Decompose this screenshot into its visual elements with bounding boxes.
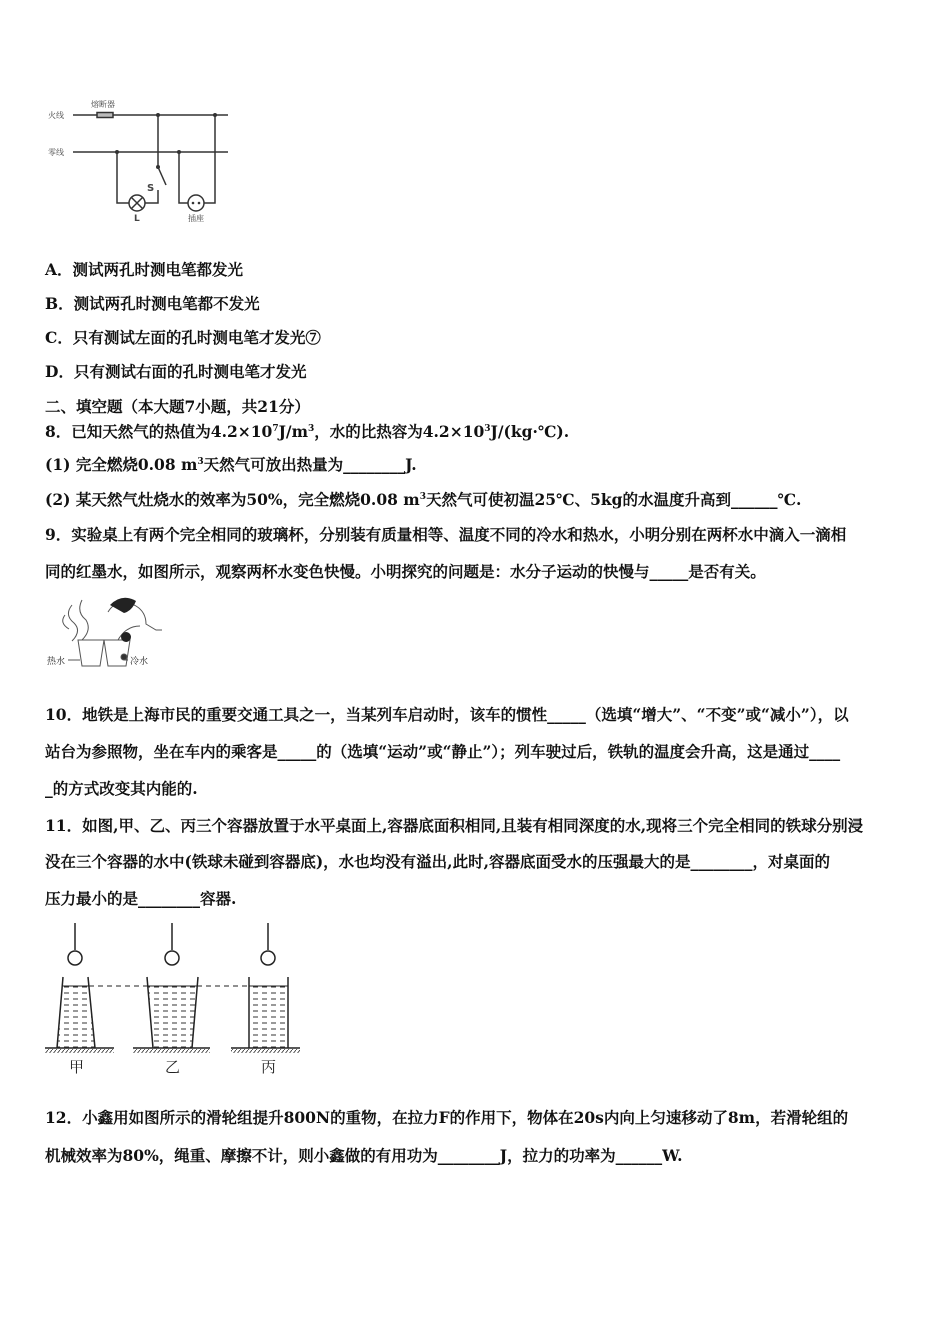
lamp-label: L [134, 214, 140, 224]
fuse-label: 熔断器 [91, 100, 115, 109]
q12-line2: 机械效率为80%，绳重、摩擦不计，则小鑫做的有用功为________J，拉力的功率为______W. [45, 1146, 683, 1165]
socket-label: 插座 [188, 214, 204, 223]
switch-label: S [147, 183, 155, 194]
option-d: D．只有测试右面的孔时测电笔才发光 [45, 362, 307, 381]
cold-water-label: 冷水 [130, 657, 149, 667]
q11-line1: 11．如图,甲、乙、丙三个容器放置于水平桌面上,容器底面积相同,且装有相同深度的水,现将三个完全相同的铁球分别浸 [45, 816, 864, 835]
q9-line1: 9．实验桌上有两个完全相同的玻璃杯，分别装有质量相等、温度不同的冷水和热水，小明分别在两杯水中滴入一滴相 [45, 525, 847, 544]
q12-line1: 12．小鑫用如图所示的滑轮组提升800N的重物，在拉力F的作用下，物体在20s内向上匀速移动了8m，若滑轮组的 [45, 1108, 849, 1127]
option-a: A．测试两孔时测电笔都发光 [45, 260, 244, 279]
live-wire-label: 火线 [48, 111, 64, 120]
q10-line2: 站台为参照物，坐在车内的乘客是_____的（选填“运动”或“静止”）；列车驶过后，铁轨的温度会升高，这是通过____ [45, 742, 841, 761]
q8-stem: 8．已知天然气的热值为$4.2\times 10^7J/m^3$，水的比热容为$4.2\times 10^3J/(kg\cdot℃)$. [45, 422, 570, 441]
containers-figure [0, 0, 320, 1090]
q8-part1: (1) 完全燃烧0.08 $m^3$天然气可放出热量为________J. [45, 455, 417, 474]
section-heading: 二、填空题（本大题7小题，共21分） [45, 397, 310, 416]
q8-part2: (2) 某天然气灶烧水的效率为50%，完全燃烧0.08 $m^3$天然气可使初温25℃、5kg的水温度升高到______℃. [45, 490, 802, 509]
container-b-label: 乙 [165, 1058, 181, 1076]
container-c-label: 丙 [261, 1058, 277, 1076]
neutral-wire-label: 零线 [48, 148, 64, 157]
q10-line1: 10．地铁是上海市民的重要交通工具之一，当某列车启动时，该车的惯性_____（选填“增大”、“不变”或“减小”），以 [45, 705, 849, 724]
q9-line2: 同的红墨水，如图所示，观察两杯水变色快慢。小明探究的问题是：水分子运动的快慢与_____是否有关。 [45, 562, 766, 581]
option-c: C．只有测试左面的孔时测电笔才发光⑦ [45, 328, 321, 347]
hot-water-label: 热水 [47, 657, 66, 667]
container-a-label: 甲 [69, 1058, 85, 1076]
q11-line3: 压力最小的是________容器. [45, 889, 237, 908]
q11-line2: 没在三个容器的水中(铁球未碰到容器底)，水也均没有溢出,此时,容器底面受水的压强最大的是________，对桌面的 [45, 852, 830, 871]
option-b: B．测试两孔时测电笔都不发光 [45, 294, 260, 313]
q10-line3: _的方式改变其内能的. [45, 779, 198, 798]
